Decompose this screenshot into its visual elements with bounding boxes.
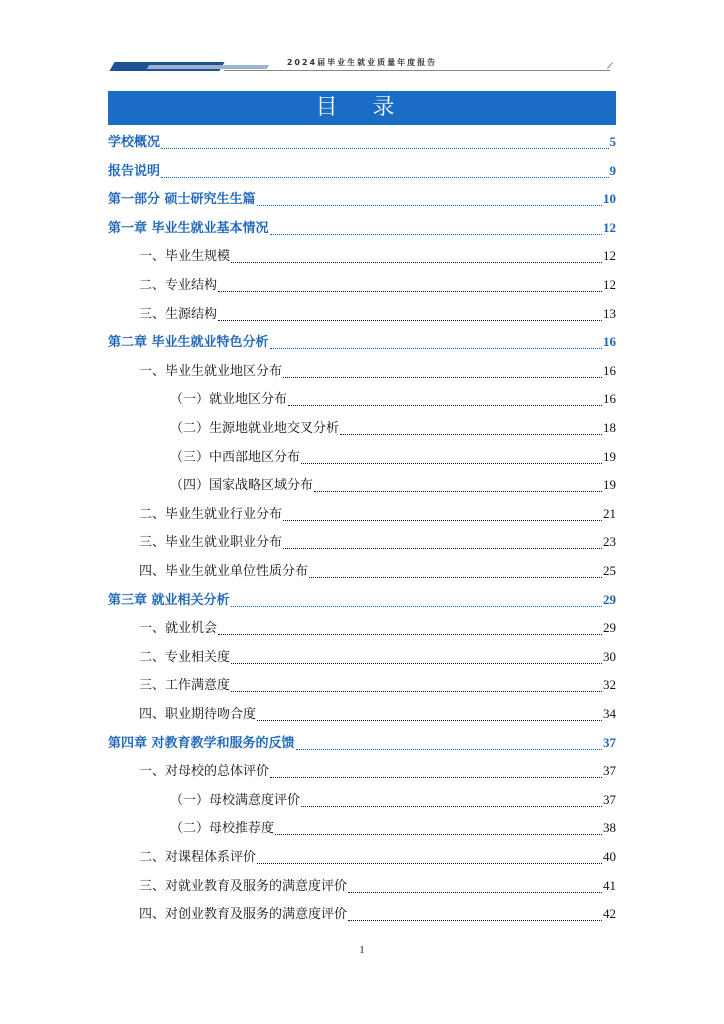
toc-entry[interactable] — [108, 674, 616, 696]
toc-entry[interactable] — [108, 274, 616, 296]
toc-title: 目 录 — [108, 91, 616, 125]
toc-leader-dots — [283, 548, 602, 549]
toc-entry[interactable] — [108, 160, 616, 182]
toc-entry[interactable] — [108, 331, 616, 353]
toc-entry-page: 12 — [603, 248, 616, 264]
toc-leader-dots — [218, 320, 602, 321]
toc-entry-label: 一、毕业生规模 — [139, 249, 231, 265]
toc-leader-dots — [301, 806, 602, 807]
toc-entry-label: 三、毕业生就业职业分布 — [139, 535, 283, 551]
toc-entry[interactable] — [108, 875, 616, 897]
toc-entry-label: 一、就业机会 — [139, 621, 218, 637]
toc-entry-page: 9 — [609, 162, 616, 178]
toc-leader-dots — [161, 177, 608, 178]
toc-entry-page: 38 — [603, 820, 616, 836]
toc-entry-label: 二、对课程体系评价 — [139, 850, 257, 865]
toc-entry[interactable] — [108, 188, 616, 210]
toc-entry-page: 40 — [603, 849, 616, 864]
toc-entry[interactable] — [108, 732, 616, 754]
toc-entry[interactable] — [108, 417, 616, 439]
toc-entry[interactable] — [108, 245, 616, 267]
toc-leader-dots — [231, 606, 602, 607]
toc-entry-label: （二）生源地就业地交叉分析 — [170, 421, 340, 436]
toc-entry-label: 二、专业相关度 — [139, 649, 231, 665]
toc-entry-label: 第一部分 硕士研究生生篇 — [108, 192, 256, 208]
header-title: 2024届毕业生就业质量年度报告 — [286, 58, 438, 67]
toc-leader-dots — [270, 348, 602, 349]
toc-entry-label: （一）就业地区分布 — [170, 392, 288, 408]
toc-entry[interactable] — [108, 789, 616, 811]
toc-entry-label: 一、毕业生就业地区分布 — [139, 363, 283, 379]
toc-leader-dots — [231, 663, 602, 664]
toc-entry-label: 第二章 毕业生就业特色分析 — [108, 335, 269, 351]
toc-leader-dots — [218, 634, 602, 635]
toc-leader-dots — [231, 262, 602, 263]
toc-leader-dots — [283, 377, 602, 378]
toc-leader-dots — [257, 863, 602, 864]
toc-entry-page: 32 — [603, 677, 616, 693]
toc-entry-page: 5 — [609, 134, 616, 149]
toc-entry[interactable] — [108, 560, 616, 582]
toc-entry-page: 42 — [603, 906, 616, 922]
toc-entry-label: 三、生源结构 — [139, 306, 218, 322]
toc-entry[interactable] — [108, 217, 616, 239]
toc-entry-label: 三、工作满意度 — [139, 678, 231, 694]
toc-entry-page: 21 — [603, 505, 616, 521]
header-rule — [224, 70, 610, 71]
toc-entry[interactable] — [108, 474, 616, 496]
running-header — [108, 56, 616, 76]
toc-leader-dots — [283, 520, 602, 521]
toc-entry-page: 12 — [603, 219, 616, 235]
toc-entry-page: 29 — [603, 591, 616, 607]
toc-entry-label: 四、毕业生就业单位性质分布 — [139, 564, 309, 579]
toc-entry-label: 第三章 就业相关分析 — [108, 592, 230, 608]
toc-entry-page: 13 — [603, 305, 616, 321]
toc-entry-page: 12 — [603, 277, 616, 292]
toc-entry[interactable] — [108, 817, 616, 839]
toc-entry-page: 41 — [603, 877, 616, 893]
toc-entry[interactable] — [108, 360, 616, 382]
toc-entry-label: 二、毕业生就业行业分布 — [139, 506, 283, 522]
toc-entry-page: 37 — [603, 763, 616, 779]
toc-leader-dots — [340, 434, 602, 435]
toc-leader-dots — [296, 749, 602, 750]
toc-entry-page: 19 — [603, 448, 616, 464]
toc-entry-page: 19 — [603, 477, 616, 493]
toc-leader-dots — [309, 577, 602, 578]
toc-entry[interactable] — [108, 617, 616, 639]
toc-leader-dots — [288, 405, 602, 406]
toc-leader-dots — [348, 892, 602, 893]
toc-entry-page: 16 — [603, 391, 616, 407]
toc-entry-page: 10 — [603, 191, 616, 207]
toc-entry[interactable] — [108, 846, 616, 868]
toc-entry[interactable] — [108, 646, 616, 668]
toc-entry[interactable] — [108, 503, 616, 525]
toc-leader-dots — [348, 920, 602, 921]
toc-entry-label: 四、职业期待吻合度 — [139, 707, 257, 722]
toc-entry-label: 三、对就业教育及服务的满意度评价 — [139, 878, 348, 894]
toc-entry-label: （三）中西部地区分布 — [170, 449, 301, 465]
toc-entry-page: 18 — [603, 420, 616, 435]
page-number: 1 — [359, 944, 365, 956]
toc-leader-dots — [231, 691, 602, 692]
toc-leader-dots — [270, 777, 602, 778]
toc-entry-page: 25 — [603, 563, 616, 578]
toc-entry-label: 四、对创业教育及服务的满意度评价 — [139, 907, 348, 923]
toc-leader-dots — [270, 234, 602, 235]
toc-entry-page: 16 — [603, 334, 616, 350]
toc-entry-label: 报告说明 — [108, 163, 161, 179]
toc-leader-dots — [275, 834, 602, 835]
toc-entry[interactable] — [108, 589, 616, 611]
toc-entry-label: 二、专业结构 — [139, 278, 218, 293]
toc-leader-dots — [257, 720, 602, 721]
toc-entry-label: （一）母校满意度评价 — [170, 792, 301, 808]
toc-entry[interactable] — [108, 388, 616, 410]
toc-entry[interactable] — [108, 760, 616, 782]
toc-entry-label: 第一章 毕业生就业基本情况 — [108, 220, 269, 236]
toc-entry-label: （二）母校推荐度 — [170, 821, 275, 837]
toc-entry-page: 16 — [603, 362, 616, 378]
toc-entry-page: 37 — [603, 791, 616, 807]
toc-entry-page: 30 — [603, 648, 616, 664]
toc-entry-page: 37 — [603, 734, 616, 750]
toc-entry-label: 学校概况 — [108, 135, 161, 150]
toc-leader-dots — [301, 463, 602, 464]
toc-entry-page: 23 — [603, 534, 616, 550]
toc-entry-page: 34 — [603, 706, 616, 721]
toc-leader-dots — [218, 291, 602, 292]
toc-entry[interactable] — [108, 903, 616, 925]
toc-entry[interactable] — [108, 703, 616, 725]
toc-entry-label: （四）国家战略区域分布 — [170, 478, 314, 494]
toc-leader-dots — [161, 148, 608, 149]
toc-leader-dots — [257, 205, 602, 206]
toc-entry[interactable] — [108, 531, 616, 553]
toc-entry-label: 一、对母校的总体评价 — [139, 764, 270, 780]
toc-entry[interactable] — [108, 303, 616, 325]
toc-entry-label: 第四章 对教育教学和服务的反馈 — [108, 735, 295, 751]
toc-leader-dots — [314, 491, 602, 492]
toc-entry[interactable] — [108, 131, 616, 153]
toc-entry-page: 29 — [603, 620, 616, 636]
toc-entry[interactable] — [108, 446, 616, 468]
